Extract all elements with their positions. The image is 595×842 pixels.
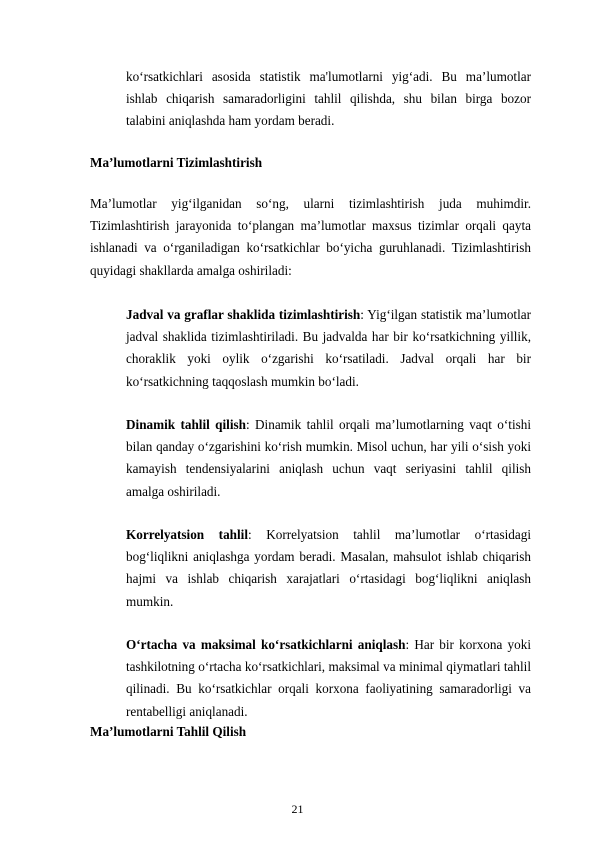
page-number: 21 [291,802,304,816]
section-heading-analysis: Ma’lumotlarni Tahlil Qilish [90,724,247,739]
systematization-paragraph: Ma’lumotlar yig‘ilganidan so‘ng, ularni tizimlashtirish juda muhimdir. Tizimlashtirish jarayonida to‘plangan ma’lumotlar maxsus tizimlar orqali qayta ishlanadi va o‘rganiladigan ko‘rsatkichlar bo‘yicha guruhlanadi. Tizimlashtirish quyidagi shakllarda amalga oshiriladi: [90,196,531,278]
list-item-text: : Har bir korxona yoki tashkilotning o‘rtacha ko‘rsatkichlari, maksimal va minimal qiymatlari tahlil qilinadi. Bu ko‘rsatkichlar orqali korxona faoliyatining samaradorligi va rentabelligi aniqlanadi. [126,637,531,719]
section-heading-systematization: Ma’lumotlarni Tizimlashtirish [90,155,263,170]
list-item-term: Korrelyatsion tahlil [126,527,248,542]
intro-paragraph: ko‘rsatkichlari asosida statistik ma'lumotlarni yig‘adi. Bu ma’lumotlar ishlab chiqarish samaradorligini tahlil qilishda, shu bilan birga bozor talabini aniqlashda ham yordam beradi. [126,69,531,129]
list-item-text: : Yig‘ilgan statistik ma’lumotlar jadval shaklida tizimlashtiriladi. Bu jadvalda har bir ko‘rsatkichning yillik, choraklik yoki oylik o‘zgarishi ko‘rsatiladi. Jadval orqali har bir ko‘rsatkichning taqqoslash mumkin bo‘ladi. [126,307,532,389]
list-item-term: Jadval va graflar shaklida tizimlashtirish [126,307,361,322]
list-item-average-maximum [126,634,531,723]
list-item-term: O‘rtacha va maksimal ko‘rsatkichlarni aniqlash [126,637,406,652]
list-item-text: : Korrelyatsion tahlil ma’lumotlar o‘rtasidagi bog‘liqlikni aniqlashga yordam beradi. Masalan, mahsulot ishlab chiqarish hajmi va ishlab chiqarish xarajatlari o‘rtasidagi bog‘liqlikni aniqlash mumkin. [126,527,532,609]
list-item-dynamic-analysis [126,414,531,503]
list-item-correlation-analysis [126,524,531,613]
list-item-text: : Dinamik tahlil orqali ma’lumotlarning vaqt o‘tishi bilan qanday o‘zgarishini ko‘rish mumkin. Misol uchun, har yili o‘sish yoki kamayish tendensiyalarini aniqlash uchun vaqt seriyasini tahlil qilish amalga oshiriladi. [126,417,532,499]
list-item-term: Dinamik tahlil qilish [126,417,246,432]
list-item-tables-graphs [126,304,531,393]
